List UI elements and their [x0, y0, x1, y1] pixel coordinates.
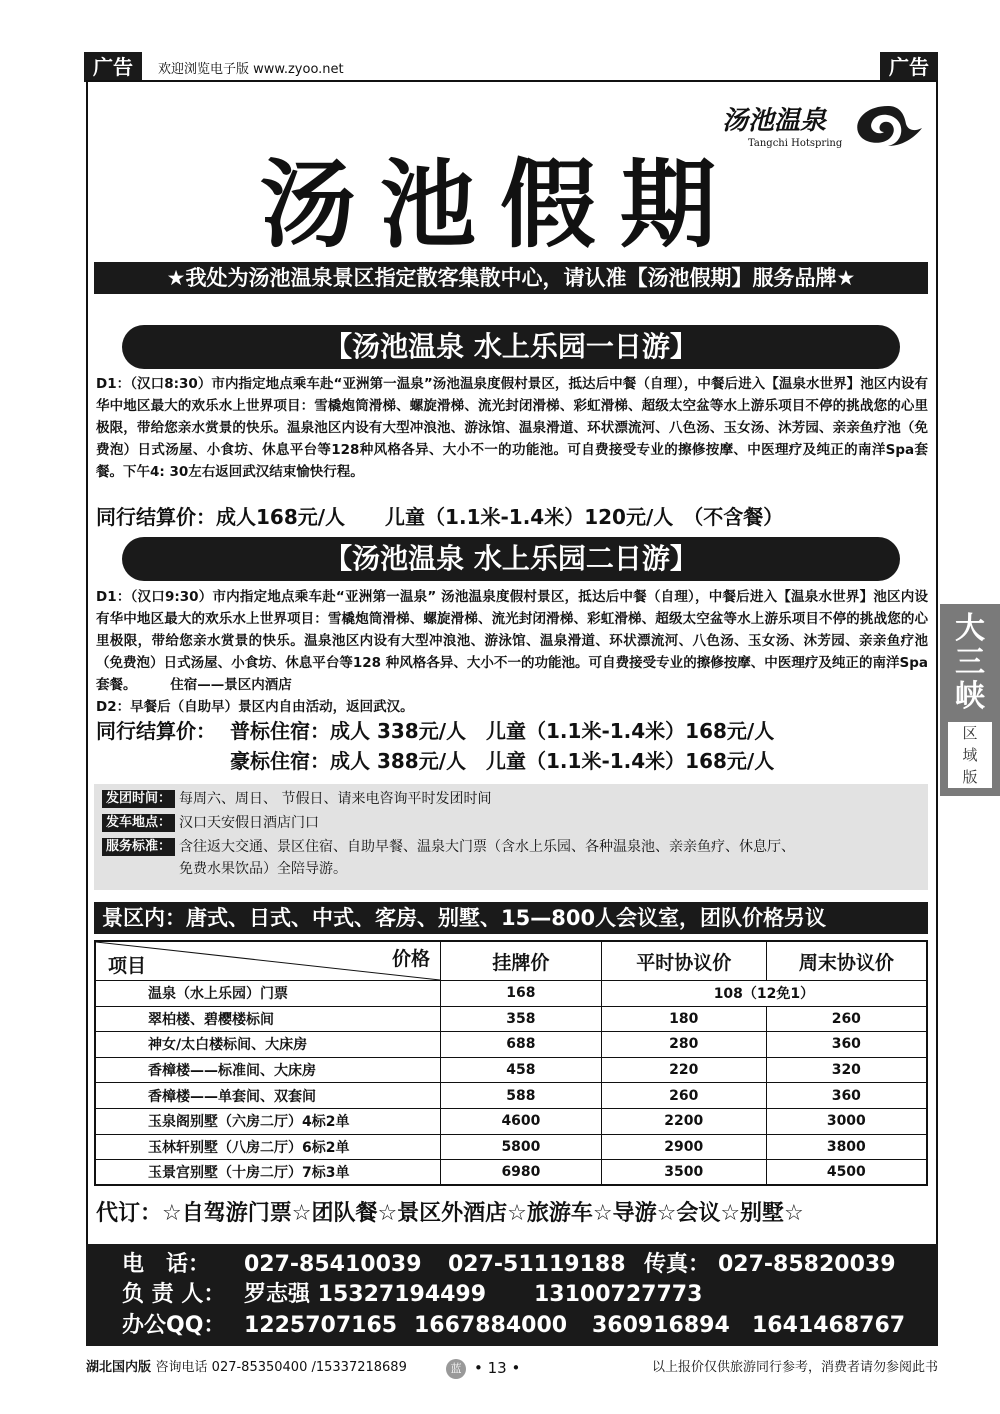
table-cell-item: 玉林轩别墅（八房二厅）6标2单 [95, 1134, 441, 1160]
table-header-row [95, 941, 927, 981]
table-row [95, 981, 927, 1007]
manager-phone-2: 13100727773 [534, 1282, 703, 1307]
service-value [179, 836, 795, 880]
table-row [95, 1057, 927, 1083]
table-row [95, 1108, 927, 1134]
ad-label-left: 广告 [84, 52, 142, 82]
service-value-line1: 含往返大交通、景区住宿、自助早餐、温泉大门票（含水上乐园、各种温泉池、亲亲鱼疗、休息厅、 [179, 839, 796, 855]
tour1-price: 同行结算价：成人168元/人 儿童（1.1米-1.4米）120元/人 （不含餐） [96, 505, 784, 529]
tour2-itinerary: D1：（汉口9:30）市内指定地点乘车赴“亚洲第一温泉” 汤池温泉度假村景区，抵达后中餐（自理），中餐后进入【温泉水世界】池区内设有华中地区最大的欢乐水上世界项目：雪橇炮筒滑梯、螺旋滑梯、流光封闭滑梯、彩虹滑梯、超级太空盆等水上游乐项目不停的挑战您的心里极限，带给您亲水赏景的快乐。温泉池区内设有大型冲浪池、游泳馆、温泉滑道、环状漂流河、八色汤、玉女汤、沐芳园、亲亲鱼疗池（免费泡）日式汤屋、小食坊、休息平台等128 种风格各异、大小不一的功能池。可自费接受专业的擦修按摩、中医理疗及纯正的南洋Spa套餐。 住宿——景区内酒店 [96, 589, 928, 693]
table-cell-weekday: 280 [601, 1032, 766, 1058]
qq-label: 办公QQ： [122, 1313, 226, 1338]
corner-divider [96, 942, 440, 980]
table-cell-item: 温泉（水上乐园）门票 [95, 981, 441, 1007]
table-cell-weekday: 260 [601, 1083, 766, 1109]
side-tab-title [940, 612, 1000, 714]
qq-3: 360916894 [592, 1313, 730, 1338]
pickup-label: 发车地点： [102, 814, 175, 832]
side-tab-subtitle [948, 722, 992, 788]
table-cell-weekday: 180 [601, 1006, 766, 1032]
logo-text: 汤池温泉 [722, 106, 827, 136]
table-cell-list: 5800 [441, 1134, 602, 1160]
table-cell-weekend: 3000 [766, 1108, 927, 1134]
slogan-bar: ★我处为汤池温泉景区指定散客集散中心，请认准【汤池假期】服务品牌★ [94, 262, 928, 294]
header-weekday-price: 平时协议价 [601, 941, 766, 981]
table-cell-list: 588 [441, 1083, 602, 1109]
depart-time-row [102, 788, 491, 810]
table-cell-weekend: 260 [766, 1006, 927, 1032]
side-tab-region [940, 604, 1000, 796]
seal-icon: 蓝 [446, 1359, 466, 1379]
phone-1: 027-85410039 [244, 1252, 422, 1277]
table-row [95, 1083, 927, 1109]
table-row [95, 1160, 927, 1186]
phone-2: 027-51119188 [448, 1252, 626, 1277]
header-corner [95, 941, 441, 981]
tour2-price-standard: 普标住宿：成人 338元/人 儿童（1.1米-1.4米）168元/人 [230, 719, 775, 743]
depart-time-value: 每周六、周日、 节假日、请来电咨询平时发团时间 [179, 791, 492, 807]
table-cell-weekend: 320 [766, 1057, 927, 1083]
manager-label: 负 责 人： [122, 1282, 226, 1307]
ad-label-right: 广告 [880, 52, 938, 82]
manager-row [122, 1279, 702, 1311]
table-row [95, 1032, 927, 1058]
header-item: 项目 [108, 955, 147, 977]
table-row [95, 1134, 927, 1160]
tour2-price-deluxe: 豪标住宿：成人 388元/人 儿童（1.1米-1.4米）168元/人 [230, 749, 775, 773]
side-tab-sub-text: 区域版 [962, 724, 978, 786]
footer-hotline: 咨询电话 027-85350400 /15337218689 [155, 1360, 407, 1375]
table-cell-item: 玉泉阁别墅（六房二厅）4标2单 [95, 1108, 441, 1134]
fax-number: 027-85820039 [718, 1252, 896, 1277]
brand-logo [718, 96, 928, 156]
table-cell-weekday: 2200 [601, 1108, 766, 1134]
header-list-price: 挂牌价 [441, 941, 602, 981]
pickup-row [102, 812, 319, 834]
table-cell-list: 458 [441, 1057, 602, 1083]
table-cell-weekday: 2900 [601, 1134, 766, 1160]
table-cell-weekend: 3800 [766, 1134, 927, 1160]
service-row [102, 836, 795, 880]
phone-row [122, 1249, 896, 1281]
pickup-value: 汉口天安假日酒店门口 [179, 815, 320, 831]
table-cell-item: 神女/太白楼标间、大床房 [95, 1032, 441, 1058]
table-cell-list: 6980 [441, 1160, 602, 1186]
qq-4: 1641468767 [752, 1313, 906, 1338]
fax-label: 传真： [644, 1252, 711, 1277]
footer-left [86, 1356, 407, 1380]
table-cell-item: 翠柏楼、碧樱楼标间 [95, 1006, 441, 1032]
table-cell-weekday: 220 [601, 1057, 766, 1083]
tour1-itinerary: D1：（汉口8:30）市内指定地点乘车赴“亚洲第一温泉”汤池温泉度假村景区，抵达后中餐（自理），中餐后进入【温泉水世界】池区内设有华中地区最大的欢乐水上世界项目：雪橇炮筒滑梯、螺旋滑梯、流光封闭滑梯、彩虹滑梯、超级太空盆等水上游乐项目不停的挑战您的心里极限，带给您亲水赏景的快乐。温泉池区内设有大型冲浪池、游泳馆、温泉滑道、环状漂流河、八色汤、玉女汤、沐芳园、亲亲鱼疗池（免费泡）日式汤屋、小食坊、休息平台等128种风格各异、大小不一的功能池。可自费接受专业的擦修按摩、中医理疗及纯正的南洋Spa套餐。下午4: 30左右返回武汉结束愉快行程。 [96, 376, 928, 480]
depart-time-label: 发团时间： [102, 790, 175, 808]
footer-edition: 湖北国内版 [86, 1360, 152, 1375]
main-title: 汤池假期 [260, 148, 740, 261]
phone-label: 电 话： [122, 1252, 211, 1277]
side-tab-char: 大三峡 [955, 611, 985, 714]
table-cell-item: 玉景宫别墅（十房二厅）7标3单 [95, 1160, 441, 1186]
table-cell-list: 4600 [441, 1108, 602, 1134]
table-cell-weekend: 360 [766, 1032, 927, 1058]
price-table [94, 940, 928, 1186]
venue-bar: 景区内：唐式、日式、中式、客房、别墅、15—800人会议室，团队价格另议 [94, 902, 928, 934]
table-cell-item: 香樟楼——单套间、双套间 [95, 1083, 441, 1109]
table-cell-list: 358 [441, 1006, 602, 1032]
table-cell-weekend: 360 [766, 1083, 927, 1109]
footer-disclaimer: 以上报价仅供旅游同行参考，消费者请勿参阅此书 [651, 1360, 938, 1375]
tour2-day2: D2：早餐后（自助早）景区内自由活动，返回武汉。 [96, 699, 414, 715]
contact-box [86, 1244, 938, 1346]
table-cell-weekend: 4500 [766, 1160, 927, 1186]
welcome-text: 欢迎浏览电子版 www.zyoo.net [158, 62, 344, 77]
booking-services: 代订：☆自驾游门票☆团队餐☆景区外酒店☆旅游车☆导游☆会议☆别墅☆ [96, 1201, 804, 1226]
header-price: 价格 [391, 948, 430, 970]
footer-page-number [446, 1356, 520, 1380]
page-footer [86, 1356, 938, 1380]
header-weekend-price: 周末协议价 [766, 941, 927, 981]
tour-info-box [94, 784, 928, 890]
service-value-line2: 免费水果饮品）全陪导游。 [179, 861, 348, 877]
qq-row [122, 1310, 905, 1342]
swirl-logo-icon [848, 100, 926, 150]
service-label: 服务标准： [102, 838, 175, 856]
table-cell-weekday: 3500 [601, 1160, 766, 1186]
table-row [95, 1006, 927, 1032]
page-number: • 13 • [474, 1359, 521, 1377]
table-cell-merged: 108（12免1） [601, 981, 927, 1007]
qq-1: 1225707165 [244, 1313, 398, 1338]
tour2-title: 【汤池温泉 水上乐园二日游】 [122, 537, 900, 581]
tour2-price-label: 同行结算价： [96, 719, 216, 743]
manager-name-phone: 罗志强 15327194499 [244, 1282, 487, 1307]
table-cell-list: 688 [441, 1032, 602, 1058]
table-cell-item: 香樟楼——标准间、大床房 [95, 1057, 441, 1083]
qq-2: 1667884000 [414, 1313, 568, 1338]
logo-subtext: Tangchi Hotspring [748, 138, 843, 149]
tour1-title: 【汤池温泉 水上乐园一日游】 [122, 325, 900, 369]
table-cell-list: 168 [441, 981, 602, 1007]
